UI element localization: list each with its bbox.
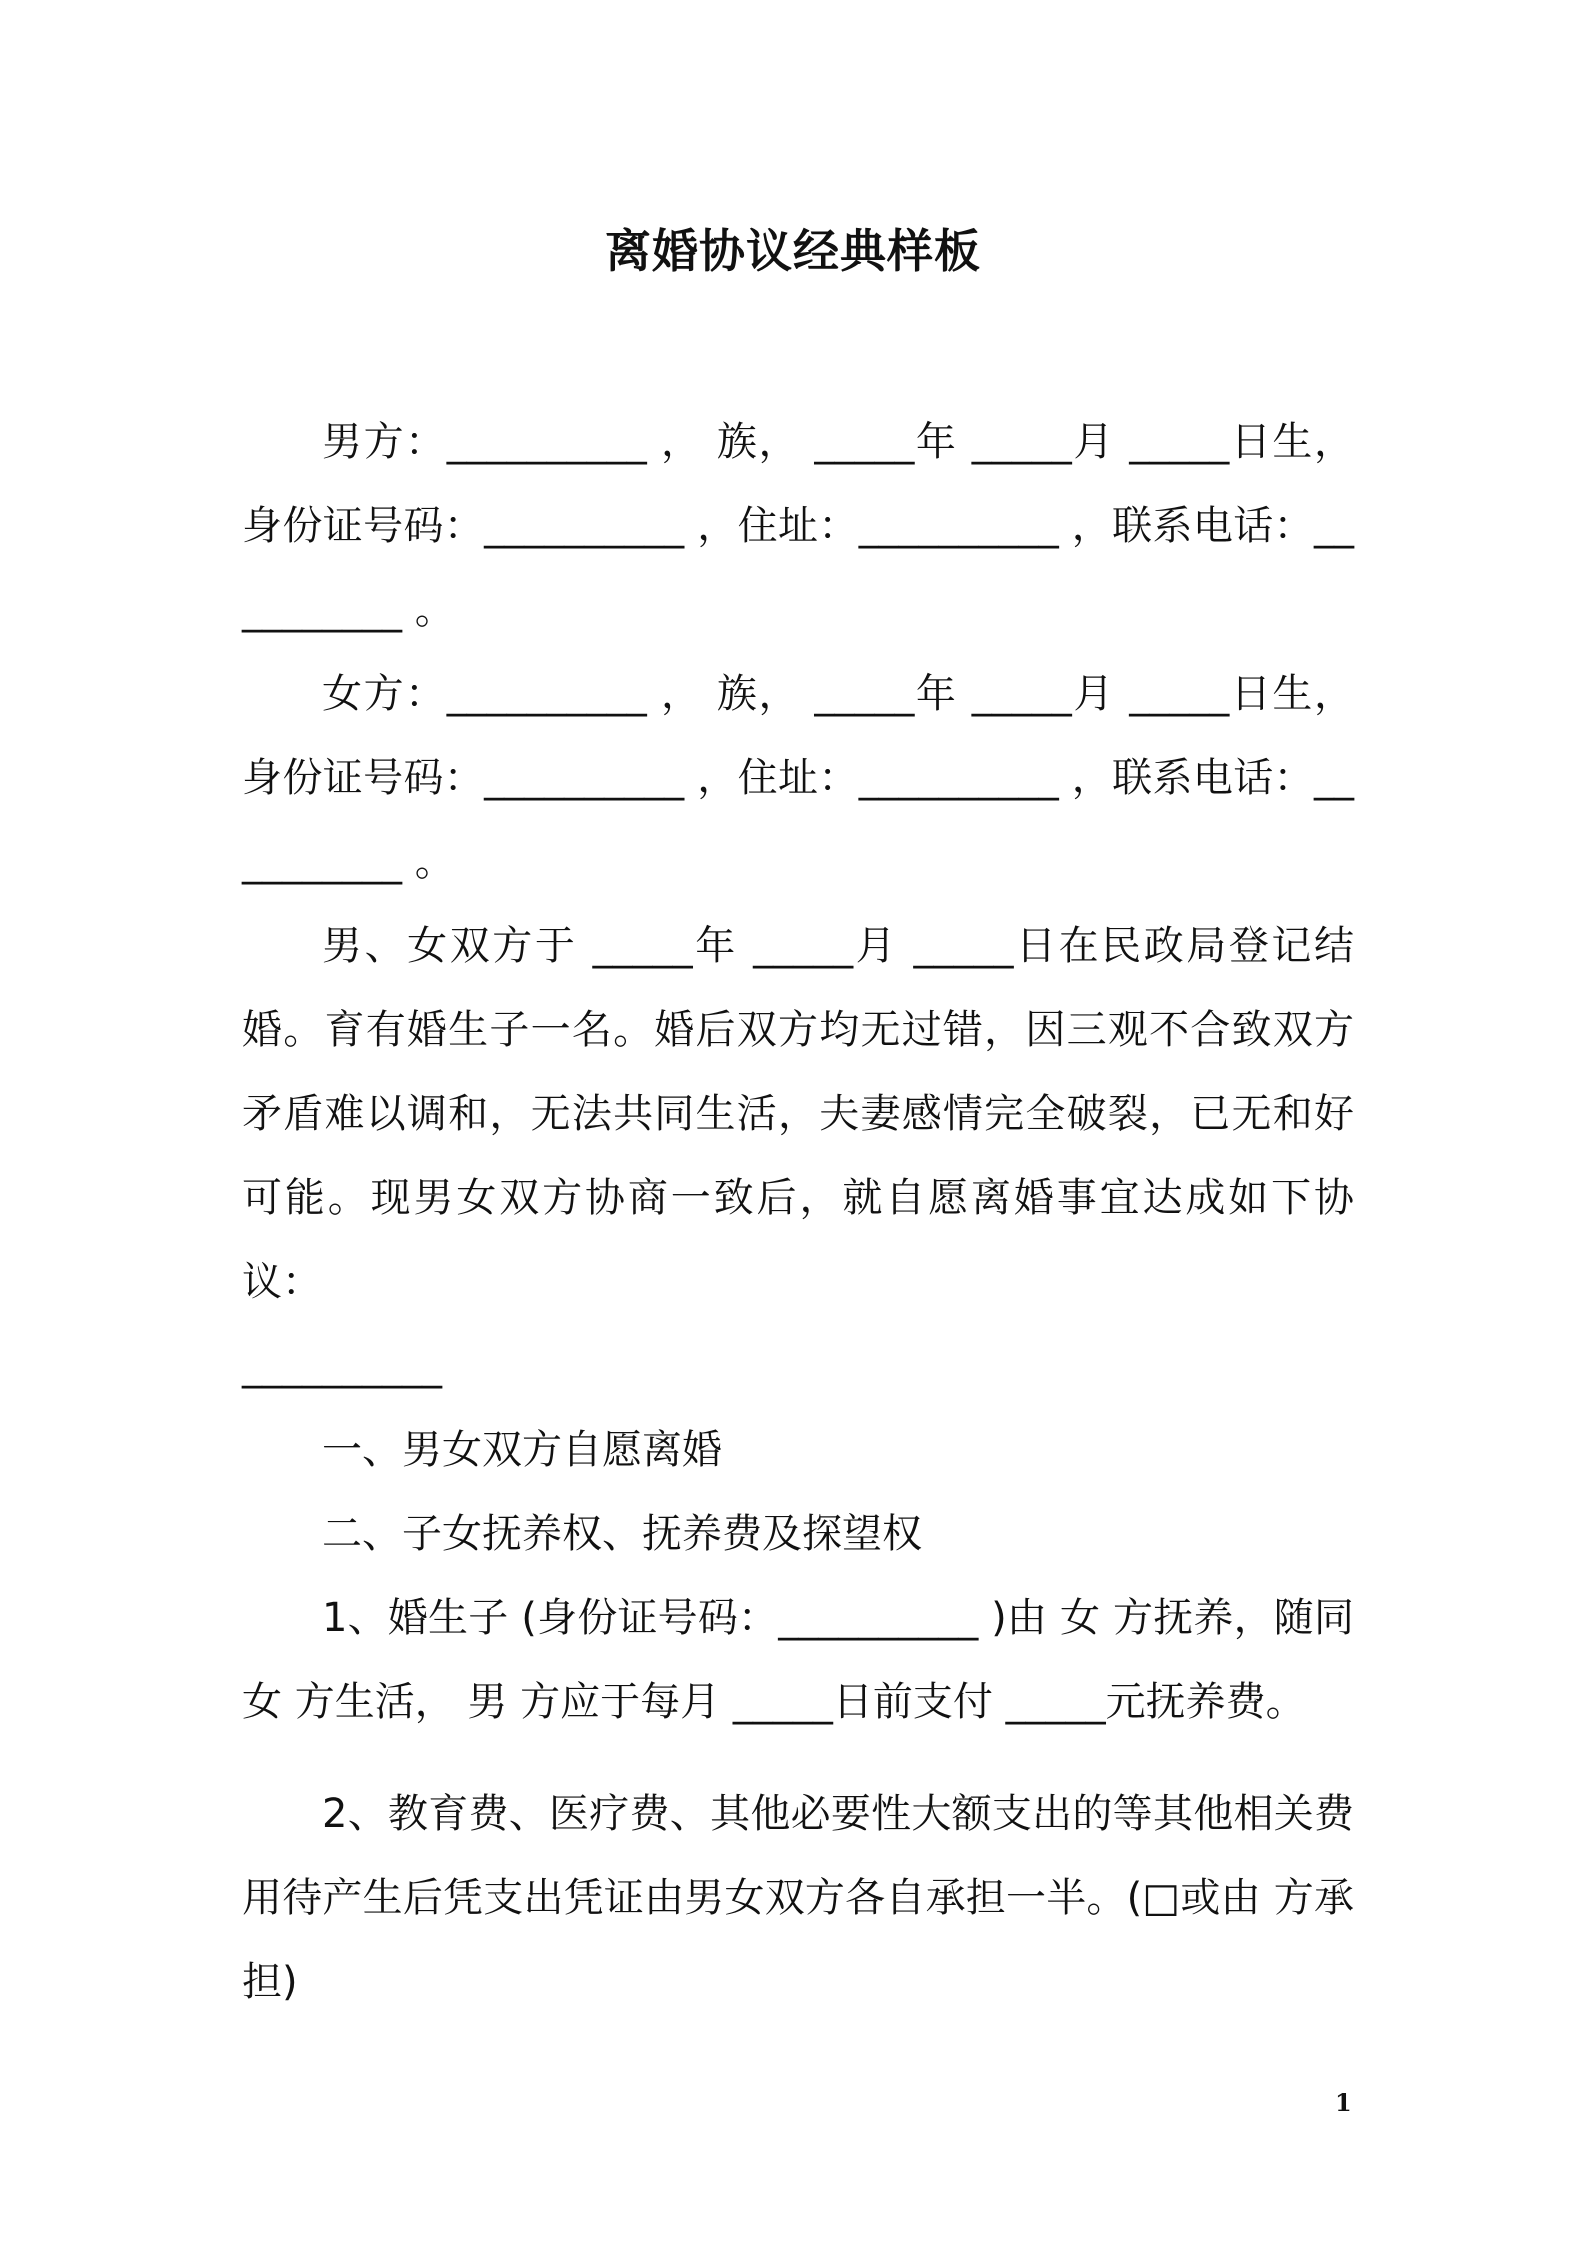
paragraph-female-party: 女方：__________ ， 族， _____年 _____月 _____日生，身份证号码：__________ ，住址：__________ ，联系电话：__________ 。: [242, 671, 1354, 885]
paragraph-blank-line: __________: [242, 1343, 442, 1389]
page-number: 1: [1335, 2088, 1352, 2117]
paragraph-marriage-statement: 男、女双方于 _____年 _____月 _____日在民政局登记结婚。育有婚生子一名。婚后双方均无过错，因三观不合致双方矛盾难以调和，无法共同生活，夫妻感情完全破裂，已无和好可能。现男女双方协商一致后，就自愿离婚事宜达成如下协议：: [242, 923, 1354, 1305]
clause-1-heading: 一、男女双方自愿离婚: [322, 1427, 722, 1473]
document-body: [242, 400, 1354, 2024]
clause-2-item-1: 1、婚生子 (身份证号码：__________ )由 女 方抚养，随同 女 方生活， 男 方应于每月 _____日前支付 _____元抚养费。: [242, 1595, 1354, 1725]
clause-2-heading: 二、子女抚养权、抚养费及探望权: [322, 1511, 922, 1557]
clause-2-item-2: 2、教育费、医疗费、其他必要性大额支出的等其他相关费用待产生后凭支出凭证由男女双方各自承担一半。(□或由 方承担): [242, 1791, 1354, 2005]
paragraph-male-party: 男方：__________ ， 族， _____年 _____月 _____日生，身份证号码：__________ ，住址：__________ ，联系电话：__________ 。: [242, 419, 1354, 633]
document-title: 离婚协议经典样板: [605, 224, 981, 278]
